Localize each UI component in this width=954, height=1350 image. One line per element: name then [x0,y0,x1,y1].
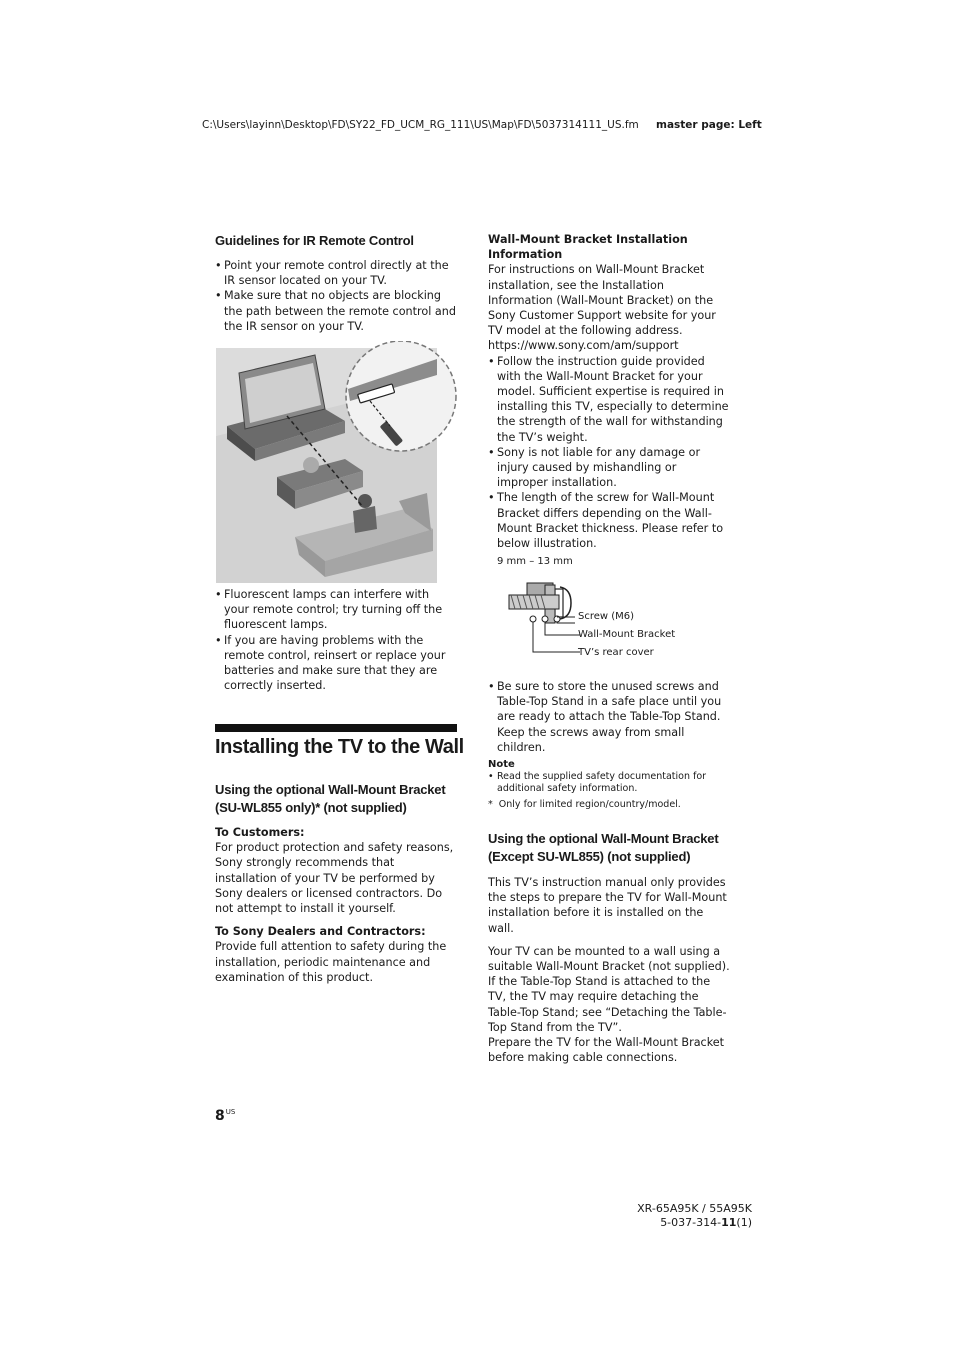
remote-control-illustration [215,341,457,584]
screw-m6-label: Screw (M6) [578,611,635,622]
note-list [488,771,730,795]
list-item: • Fluorescent lamps can interfere with your remote control; try turning off the fluorescent lamps. [215,587,457,633]
wall-mount-info-intro: For instructions on Wall-Mount Bracket installation, see the Installation Information (Wall-Mount Bracket) on the Sony Customer Support website for your TV model at the following address. [488,263,716,338]
page-suffix: US [225,1108,236,1116]
wall-mount-info-title: Wall-Mount Bracket Installation Information [488,233,688,262]
code-prefix: 5-037-314- [660,1216,722,1229]
wall-mount-bullets-2 [488,679,730,755]
su-wl855-title: Using the optional Wall-Mount Bracket (SU-WL855 only)* (not supplied) [215,782,446,815]
ir-bullet-list [215,258,457,334]
section-rule [215,724,457,732]
model-footer [637,1202,752,1230]
screw-dimension-label: 9 mm – 13 mm [497,556,573,567]
list-item: • Sony is not liable for any damage or injury caused by mishandling or improper installation. [488,445,730,491]
except-paragraph-3: Prepare the TV for the Wall-Mount Bracket before making cable connections. [488,1036,725,1065]
document-code [637,1216,752,1230]
page-number [215,1108,235,1124]
ir-guidelines-section [215,232,457,334]
ir-bullet-list-2 [215,587,457,693]
dealers-text: Provide full attention to safety during the installation, periodic maintenance and examination of this product. [215,940,447,984]
master-page-label: master page: Left [656,119,762,131]
list-item: • The length of the screw for Wall-Mount Bracket differs depending on the Wall-Mount Bracket thickness. Please refer to below illustration. [488,490,730,551]
wall-mount-bullets [488,354,730,552]
wall-mount-info-section [488,232,730,551]
su-wl855-section [215,781,457,985]
code-bold: 11 [721,1216,737,1229]
page-number-value: 8 [215,1108,225,1124]
footnote-mark: * [488,799,493,811]
except-section [488,830,730,1065]
model-numbers: XR-65A95K / 55A95K [637,1202,752,1215]
screw-diagram [505,575,585,660]
wall-mount-more [488,679,730,811]
customers-label: To Customers: [215,826,305,839]
bracket-label: Wall-Mount Bracket [578,629,676,640]
code-suffix: (1) [736,1216,752,1229]
file-path: C:\Users\layinn\Desktop\FD\SY22_FD_UCM_RG_111\US\Map\FD\5037314111_US.fm [202,119,639,131]
list-item: • Be sure to store the unused screws and Table-Top Stand in a safe place until you are ready to attach the Table-Top Stand. Keep the screws away from small children. [488,679,730,755]
list-item: • If you are having problems with the remote control, reinsert or replace your batteries and make sure that they are correctly inserted. [215,633,457,694]
ir-more-section [215,587,457,693]
except-paragraph-2: Your TV can be mounted to a wall using a suitable Wall-Mount Bracket (not supplied). If the Table-Top Stand is attached to the TV, the TV may require detaching the Table-Top Stand; see “Detaching the Table-Top Stand from the TV”. [488,944,730,1034]
footnote-text: Only for limited region/country/model. [498,799,681,811]
list-item: • Point your remote control directly at the IR sensor located on your TV. [215,258,457,288]
except-paragraph-1: This TV’s instruction manual only provides the steps to prepare the TV for Wall-Mount installation before it is installed on the wall. [488,876,727,935]
list-item: • Follow the instruction guide provided with the Wall-Mount Bracket for your model. Sufficient expertise is required in installing this TV, especially to determine the strength of the wall for withstanding the TV’s weight. [488,354,730,445]
support-url[interactable]: https://www.sony.com/am/support [488,339,679,353]
rear-cover-label: TV’s rear cover [578,647,654,658]
ir-guidelines-title: Guidelines for IR Remote Control [215,233,414,248]
list-item: • Make sure that no objects are blocking the path between the remote control and the IR sensor on your TV. [215,288,457,334]
except-title: Using the optional Wall-Mount Bracket (Except SU-WL855) (not supplied) [488,831,719,864]
footnote [488,799,730,811]
dealers-label: To Sony Dealers and Contractors: [215,925,426,939]
list-item: • Read the supplied safety documentation for additional safety information. [488,771,730,795]
note-label: Note [488,759,515,771]
customers-text: For product protection and safety reasons, Sony strongly recommends that installation of your TV be performed by Sony dealers or licensed contractors. Do not attempt to install it yourself. [215,841,454,916]
install-title: Installing the TV to the Wall [215,736,464,758]
